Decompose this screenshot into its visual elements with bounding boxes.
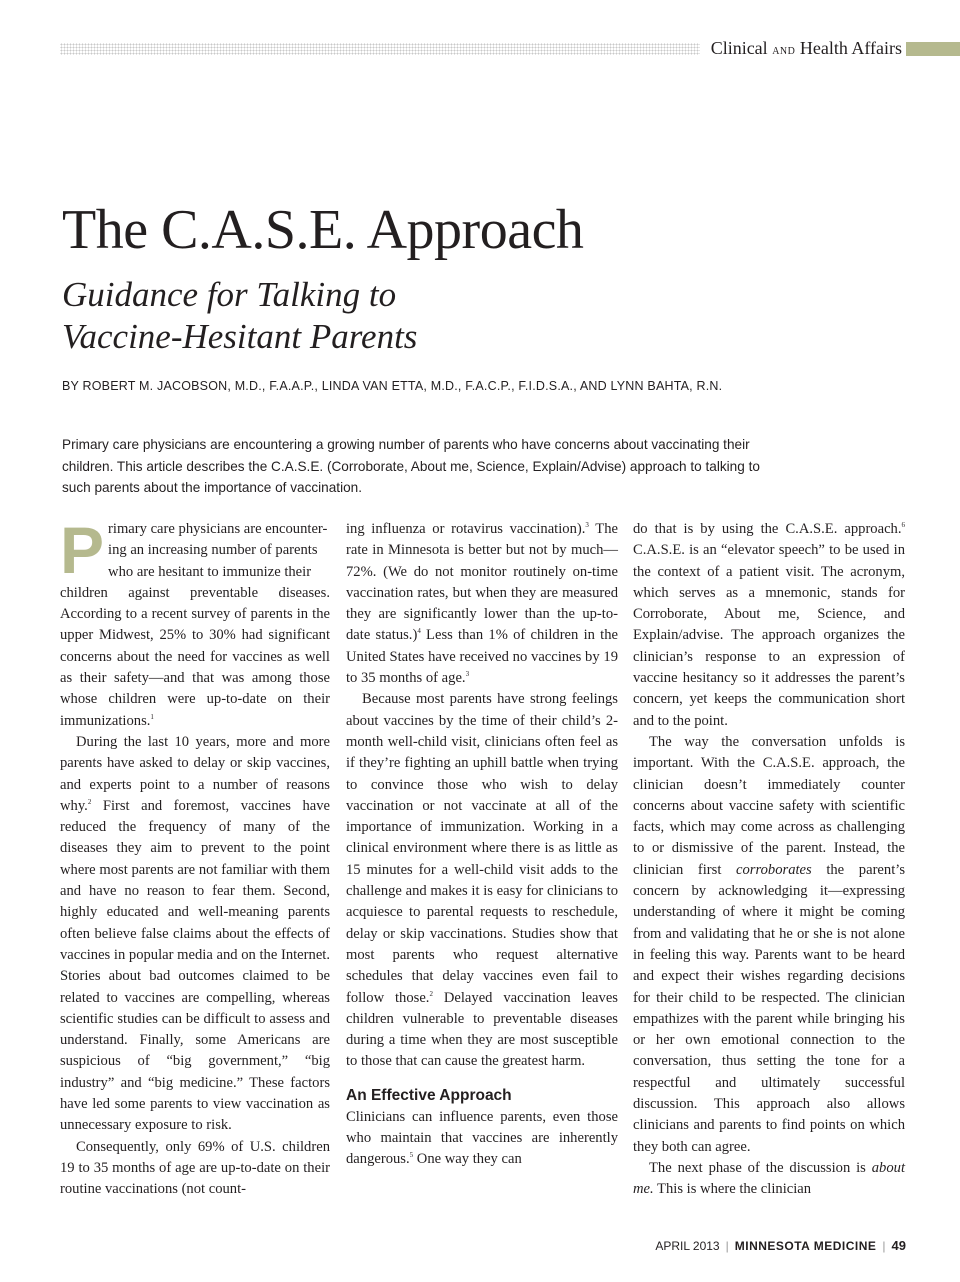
byline: BY ROBERT M. JACOBSON, M.D., F.A.A.P., LINDA VAN ETTA, M.D., F.A.C.P., F.I.D.S.A., AND LYNN BAHTA, R.N. [62,379,723,393]
page-number: 49 [891,1238,906,1253]
paragraph: The next phase of the discussion is about me. This is where the clinician [633,1159,905,1198]
paragraph: Because most parents have strong feelings about vaccines by the time of their child’s 2-month well-child visit, clinicians often feel as if they’re fighting an uphill battle when trying to convince those who wish to delay vaccination or not vaccinate at all of the importance of immunization. Working in a clinical environment where there is as little as 15 minutes for a well-child visit adds to the challenge and makes it is easy for clinicians to acquiesce to parental requests to reschedule, delay or skip vaccinations. Studies show that most parents who request alternative schedules that delay vaccines even fail to follow those.$^2$ Delayed vaccination leaves children vulnerable to preventable diseases during a time when they are most susceptible to those that can cause the greatest harm. [346,691,618,1070]
citation-ref: 6 [901,521,905,530]
dotted-rule [60,43,700,55]
section-heading: An Effective Approach [346,1086,512,1104]
abstract: Primary care physicians are encountering a growing number of parents who have concerns about vaccinating their children. This article describes the C.A.S.E. (Corroborate, About me, Science, Explain/Advise) approach to talking to such parents about the importance of vaccination. [62,437,760,495]
section-accent-block [906,42,960,56]
paragraph: Clinicians can influence parents, even those who maintain that vaccines are inherently dangerous.$^5$ One way they can [346,1108,618,1168]
paragraph: do that is by using the C.A.S.E. approach.$^6$ C.A.S.E. is an “elevator speech” to be used in the context of a patient visit. The acronym, which serves as a mnemonic, stands for Corroborate, About me, Science, and Explain/advise. The approach organizes the clinician’s response to an expression of vaccine hesitancy so it addresses the parent’s concern, yet keeps the communication short and to the point. [633,521,905,729]
journal-name: MINNESOTA MEDICINE [734,1239,877,1253]
section-label: Clinical AND Health Affairs [705,38,902,59]
paragraph: ing influenza or rotavirus vaccination).$^3$ The rate in Minnesota is better but not by much—72%. (We do not monitor routinely on-time vaccination rates, but when they are measured they are significantly lower than the up-to-date status.)$^4$ Less than 1% of children in the United States have received no vaccines by 19 to 35 months of age.$^3$ [346,521,618,687]
citation-ref: 4 [417,627,421,636]
column-1 [60,513,330,1201]
paragraph: Consequently, only 69% of U.S. children 19 to 35 months of age are up-to-date on their routine vaccinations (not count- [60,1138,330,1198]
paragraph: The way the conversation unfolds is important. With the C.A.S.E. approach, the clinician doesn’t immediately counter concerns about vaccine safety with scientific facts, which may come across as challenging to or dismissive of the parent. Instead, the clinician first corroborates the parent’s concern by acknowledging it—expressing understanding of where it might be coming from and validating that he or she is not alone in feeling this way. Parents want to be heard and expect their wishes regarding decisions for their child to be respected. The clinician empathizes with the parent while bringing his or her own emotional connection to the conversation, thus setting the tone for a respectful and ultimately successful discussion. This approach also allows clinicians and parents to find points on which they both can agree. [633,733,905,1155]
column-3 [633,519,905,1201]
citation-ref: 1 [150,712,154,721]
paragraph: During the last 10 years, more and more parents have asked to delay or skip vaccines, and experts point to a number of reasons why.$^2$ First and foremost, vaccines have reduced the frequency of many of the diseases they aim to prevent to the point where most parents are not familiar with them and have no reason to fear them. Second, highly educated and well-meaning parents often believe false claims about the effects of vaccines in popular media and on the Internet. Stories about bad outcomes claimed to be related to vaccines are compelling, whereas scientific studies can be difficult to assess and understand. Finally, some Americans are suspicious of “big government,” “big industry” and “big medicine.” These factors have led some parents to view vaccination as unnecessary exposure to risk. [60,733,330,1134]
running-header [60,40,960,58]
article-subtitle: Guidance for Talking to Vaccine-Hesitant Parents [62,275,418,356]
issue-date: APRIL 2013 [655,1239,720,1253]
article-title: The C.A.S.E. Approach [62,199,584,261]
citation-ref: 2 [87,798,92,806]
column-2 [346,519,618,1171]
citation-ref: 5 [409,1151,414,1160]
page-footer: APRIL 2013 | MINNESOTA MEDICINE | 49 [655,1238,906,1253]
drop-cap: P [60,513,105,587]
citation-ref: 3 [585,521,589,530]
citation-ref: 3 [465,670,470,679]
citation-ref: 2 [429,989,433,998]
paragraph: P rimary care physicians are encounter- ing an increasing number of parents who are hesitant to immunize their children against preventable diseases. According to a recent survey of parents in the upper Midwest, 25% to 30% had significant concerns about the need for vaccines as well as their safety—and that was among those whose children were up-to-date on their immunizations.$^1$ [60,513,330,729]
